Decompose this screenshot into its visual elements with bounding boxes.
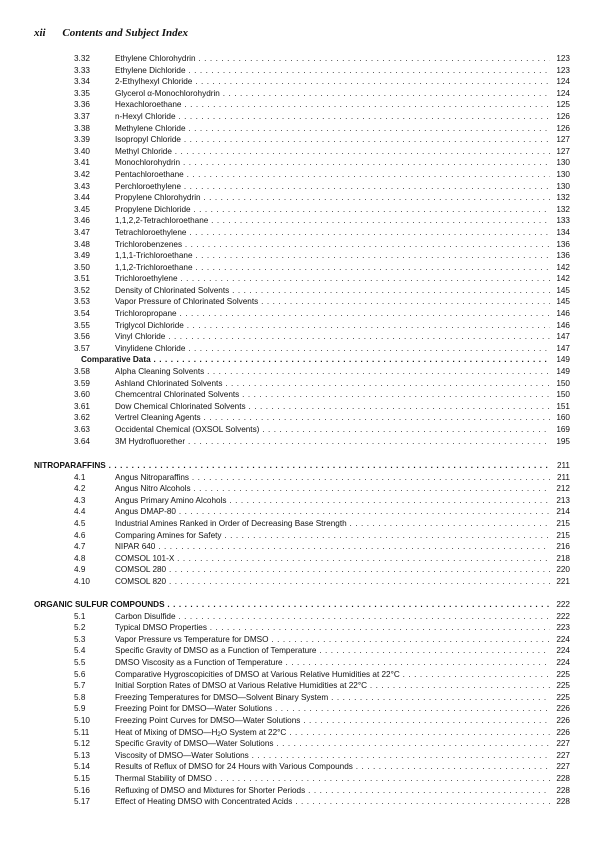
entry-title: Tetrachloroethylene . . . <box>115 227 550 239</box>
entry-number: 3.56 <box>74 332 90 342</box>
entry-number: 4.7 <box>74 542 86 552</box>
entry-number: 4.4 <box>74 507 86 517</box>
entry-number: 3.62 <box>74 413 90 423</box>
toc-entry <box>0 530 602 542</box>
entry-number: 5.4 <box>74 646 86 656</box>
toc-entry <box>0 785 602 797</box>
entry-number: 3.42 <box>74 169 90 179</box>
entry-number: 5.9 <box>74 704 86 714</box>
entry-number: 5.10 <box>74 715 90 725</box>
entry-number: 3.39 <box>74 135 90 145</box>
entry-title: Initial Sorption Rates of DMSO at Various Relative Humidities at 22°C . . . <box>115 680 550 692</box>
entry-number: 3.48 <box>74 239 90 249</box>
entry-title: 1,1,2-Trichloroethane . . . <box>115 262 550 274</box>
entry-number: 3.54 <box>74 309 90 319</box>
entry-number: 3.58 <box>74 367 90 377</box>
toc-entry <box>0 564 602 576</box>
toc-entry <box>0 111 602 123</box>
page-ref: 142 <box>556 262 570 272</box>
toc-entry <box>0 320 602 332</box>
toc-entry <box>0 738 602 750</box>
entry-title: Comparative Data . . . <box>81 354 550 366</box>
toc-entry <box>0 692 602 704</box>
toc-entry <box>0 239 602 251</box>
page-ref: 225 <box>556 692 570 702</box>
toc-entry <box>0 99 602 111</box>
page-ref: 124 <box>556 88 570 98</box>
entry-title: Comparative Hygroscopicities of DMSO at Various Relative Humidities at 22°C . . . <box>115 669 550 681</box>
toc-entry <box>0 703 602 715</box>
page-ref: 123 <box>556 65 570 75</box>
entry-title: Dow Chemical Chlorinated Solvents . . . <box>115 401 550 413</box>
entry-title: Results of Reflux of DMSO for 24 Hours with Various Compounds . . . <box>115 761 550 773</box>
entry-number: 4.6 <box>74 530 86 540</box>
entry-number: 3.47 <box>74 227 90 237</box>
toc-entry <box>0 796 602 808</box>
page-ref: 127 <box>556 146 570 156</box>
page-ref: 134 <box>556 227 570 237</box>
entry-title: DMSO Viscosity as a Function of Temperature . . . <box>115 657 550 669</box>
entry-title: Chemcentral Chlorinated Solvents . . . <box>115 389 550 401</box>
entry-title: Angus Primary Amino Alcohols . . . <box>115 495 550 507</box>
entry-title: Comparing Amines for Safety . . . <box>115 530 550 542</box>
entry-number: 3.38 <box>74 123 90 133</box>
entry-number: 5.7 <box>74 681 86 691</box>
entry-number: 5.12 <box>74 739 90 749</box>
entry-title: Alpha Cleaning Solvents . . . <box>115 366 550 378</box>
entry-number: 5.6 <box>74 669 86 679</box>
toc-entry <box>0 611 602 623</box>
entry-number: 3.32 <box>74 54 90 63</box>
toc-entry <box>0 250 602 262</box>
page-ref: 145 <box>556 297 570 307</box>
entry-title: 1,1,1-Trichloroethane . . . <box>115 250 550 262</box>
entry-number: 3.46 <box>74 216 90 226</box>
toc-entry <box>0 401 602 413</box>
entry-number: 3.40 <box>74 146 90 156</box>
page-ref: 130 <box>556 169 570 179</box>
entry-title: Perchloroethylene . . . <box>115 181 550 193</box>
page-ref: 146 <box>556 320 570 330</box>
entry-number: 3.61 <box>74 401 90 411</box>
entry-title: 2-Ethylhexyl Chloride . . . <box>115 76 550 88</box>
toc-entry <box>0 65 602 77</box>
page-ref: 225 <box>556 669 570 679</box>
page-ref: 146 <box>556 309 570 319</box>
entry-title: Specific Gravity of DMSO—Water Solutions . . . <box>115 738 550 750</box>
toc-entry <box>0 88 602 100</box>
page-ref: 220 <box>556 565 570 575</box>
entry-title: Trichlorobenzenes . . . <box>115 239 550 251</box>
entry-title: Ethylene Chlorohydrin . . . <box>115 53 550 65</box>
entry-number: 4.10 <box>74 576 90 586</box>
entry-number: 3.33 <box>74 65 90 75</box>
entry-title: Vapor Pressure vs Temperature for DMSO . . . <box>115 634 550 646</box>
entry-title-subscript: 2 <box>217 731 221 738</box>
toc-entry <box>0 285 602 297</box>
toc-entry <box>0 657 602 669</box>
toc-block-nitroparaffins <box>0 460 602 588</box>
toc-entry <box>0 343 602 355</box>
entry-number: 5.14 <box>74 762 90 772</box>
running-title: Contents and Subject Index <box>62 27 188 39</box>
entry-title: Isopropyl Chloride . . . <box>115 134 550 146</box>
entry-title: Angus Nitro Alcohols . . . <box>115 483 550 495</box>
entry-number: 3.59 <box>74 378 90 388</box>
entry-number: 3.50 <box>74 262 90 272</box>
page-ref: 147 <box>556 332 570 342</box>
page-ref: 149 <box>556 355 570 365</box>
subsection-heading-row <box>0 354 602 366</box>
entry-title: Industrial Amines Ranked in Order of Decreasing Base Strength . . . <box>115 518 550 530</box>
entry-title: Density of Chlorinated Solvents . . . <box>115 285 550 297</box>
toc-entry <box>0 472 602 484</box>
entry-title: Vertrel Cleaning Agents . . . <box>115 412 550 424</box>
toc-entry <box>0 553 602 565</box>
toc-entry <box>0 157 602 169</box>
entry-number: 5.15 <box>74 773 90 783</box>
toc-entry <box>0 204 602 216</box>
page-ref: 224 <box>556 646 570 656</box>
toc-entry <box>0 727 602 739</box>
entry-number: 4.1 <box>74 472 86 482</box>
page-ref: 218 <box>556 553 570 563</box>
page-ref: 142 <box>556 274 570 284</box>
toc-entry <box>0 215 602 227</box>
entry-title: Hexachloroethane . . . <box>115 99 550 111</box>
toc-entry <box>0 412 602 424</box>
entry-title: Refluxing of DMSO and Mixtures for Shorter Periods . . . <box>115 785 550 797</box>
page-ref: 132 <box>556 204 570 214</box>
running-head <box>34 27 188 39</box>
entry-title: COMSOL 101-X . . . <box>115 553 550 565</box>
toc-entry <box>0 227 602 239</box>
page-ref: 226 <box>556 704 570 714</box>
entry-title: Effect of Heating DMSO with Concentrated Acids . . . <box>115 796 550 808</box>
section-heading-row <box>0 460 602 472</box>
page-ref: 136 <box>556 251 570 261</box>
entry-title-part: O System at 22°C <box>220 727 287 737</box>
entry-number: 3.44 <box>74 193 90 203</box>
toc-entry <box>0 308 602 320</box>
toc-entry <box>0 715 602 727</box>
entry-title: 1,1,2,2-Tetrachloroethane . . . <box>115 215 550 227</box>
page-ref: 211 <box>556 461 570 470</box>
entry-title: Carbon Disulfide . . . <box>115 611 550 623</box>
entry-title: Angus DMAP-80 . . . <box>115 506 550 518</box>
entry-number: 5.3 <box>74 634 86 644</box>
toc-entry <box>0 750 602 762</box>
page-ref: 211 <box>556 472 570 482</box>
entry-number: 3.49 <box>74 251 90 261</box>
entry-title: Vapor Pressure of Chlorinated Solvents . . . <box>115 296 550 308</box>
page-ref: 160 <box>556 413 570 423</box>
toc-entry <box>0 622 602 634</box>
toc-entry <box>0 576 602 588</box>
entry-number: 3.60 <box>74 390 90 400</box>
page-ref: 130 <box>556 181 570 191</box>
entry-title: Freezing Point Curves for DMSO—Water Solutions . . . <box>115 715 550 727</box>
page-ref: 130 <box>556 158 570 168</box>
entry-number: 5.8 <box>74 692 86 702</box>
entry-number: 4.3 <box>74 495 86 505</box>
toc-entry <box>0 123 602 135</box>
entry-title: Propylene Chlorohydrin . . . <box>115 192 550 204</box>
toc-entry <box>0 669 602 681</box>
page-ref: 216 <box>556 542 570 552</box>
entry-title: Triglycol Dichloride . . . <box>115 320 550 332</box>
entry-number: 3.55 <box>74 320 90 330</box>
page-ref: 126 <box>556 111 570 121</box>
toc-entry <box>0 181 602 193</box>
toc-entry <box>0 506 602 518</box>
entry-number: 5.11 <box>74 727 90 737</box>
page-ref: 169 <box>556 425 570 434</box>
entry-title: Trichloropropane . . . <box>115 308 550 320</box>
toc-entry <box>0 296 602 308</box>
page-ref: 227 <box>556 762 570 772</box>
toc-entry <box>0 541 602 553</box>
entry-number: 3.35 <box>74 88 90 98</box>
entry-title: 3M Hydrofluorether . . . <box>115 436 550 448</box>
entry-title: Vinylidene Chloride . . . <box>115 343 550 355</box>
entry-title: Ashland Chlorinated Solvents . . . <box>115 378 550 390</box>
toc-entry <box>0 134 602 146</box>
section-heading-row <box>0 599 602 611</box>
toc-entry <box>0 192 602 204</box>
page-ref: 223 <box>556 623 570 633</box>
entry-title: NIPAR 640 . . . <box>115 541 550 553</box>
entry-title: Glycerol α-Monochlorohydrin . . . <box>115 88 550 100</box>
entry-number: 3.57 <box>74 343 90 353</box>
toc-entry <box>0 761 602 773</box>
page-ref: 126 <box>556 123 570 133</box>
entry-title: ORGANIC SULFUR COMPOUNDS . . . <box>34 599 550 611</box>
entry-title: Pentachloroethane . . . <box>115 169 550 181</box>
entry-number: 3.52 <box>74 285 90 295</box>
toc-entry <box>0 53 602 65</box>
toc-entry <box>0 645 602 657</box>
entry-number: 4.2 <box>74 484 86 494</box>
page-ref: 133 <box>556 216 570 226</box>
page-ref: 226 <box>556 727 570 737</box>
entry-number: 3.63 <box>74 425 90 434</box>
entry-title: Freezing Point for DMSO—Water Solutions . . . <box>115 703 550 715</box>
entry-title: Specific Gravity of DMSO as a Function of Temperature . . . <box>115 645 550 657</box>
page-ref: 212 <box>556 484 570 494</box>
page-ref: 222 <box>556 611 570 621</box>
page-ref: 228 <box>556 773 570 783</box>
entry-title: Ethylene Dichloride . . . <box>115 65 550 77</box>
toc-entry <box>0 483 602 495</box>
entry-number: 3.45 <box>74 204 90 214</box>
entry-title: Viscosity of DMSO—Water Solutions . . . <box>115 750 550 762</box>
entry-title-part: Heat of Mixing of DMSO—H <box>115 727 218 737</box>
entry-title: Trichloroethylene . . . <box>115 273 550 285</box>
entry-title: COMSOL 280 . . . <box>115 564 550 576</box>
page-ref: 227 <box>556 750 570 760</box>
entry-number: 3.53 <box>74 297 90 307</box>
page-ref: 136 <box>556 239 570 249</box>
entry-number: 5.16 <box>74 785 90 795</box>
entry-number: 4.9 <box>74 565 86 575</box>
entry-title: n-Hexyl Chloride . . . <box>115 111 550 123</box>
entry-number: 3.34 <box>74 77 90 87</box>
page-ref: 123 <box>556 54 570 63</box>
page-ref: 150 <box>556 378 570 388</box>
entry-number: 4.8 <box>74 553 86 563</box>
toc-entry <box>0 76 602 88</box>
toc-entry <box>0 680 602 692</box>
entry-number: 5.2 <box>74 623 86 633</box>
entry-title: Typical DMSO Properties . . . <box>115 622 550 634</box>
entry-title: COMSOL 820 . . . <box>115 576 550 588</box>
toc-entry <box>0 436 602 448</box>
page-number: xii <box>34 27 46 39</box>
page-ref: 127 <box>556 135 570 145</box>
page-ref: 124 <box>556 77 570 87</box>
entry-number: 4.5 <box>74 518 86 528</box>
entry-number: 5.5 <box>74 657 86 667</box>
entry-title: Thermal Stability of DMSO . . . <box>115 773 550 785</box>
entry-title: Monochlorohydrin . . . <box>115 157 550 169</box>
page-ref: 132 <box>556 193 570 203</box>
entry-number: 3.43 <box>74 181 90 191</box>
page-ref: 221 <box>556 576 570 586</box>
page-ref: 228 <box>556 785 570 795</box>
entry-number: 5.17 <box>74 797 90 807</box>
entry-title: NITROPARAFFINS . . . <box>34 460 550 472</box>
page-ref: 147 <box>556 343 570 353</box>
entry-number: 3.41 <box>74 158 90 168</box>
entry-title: Propylene Dichloride . . . <box>115 204 550 216</box>
page-ref: 125 <box>556 100 570 110</box>
toc-entry <box>0 773 602 785</box>
page-ref: 145 <box>556 285 570 295</box>
page-ref: 215 <box>556 530 570 540</box>
toc-entry <box>0 378 602 390</box>
entry-title: Freezing Temperatures for DMSO—Solvent Binary System . . . <box>115 692 550 704</box>
entry-title: Methyl Chloride . . . <box>115 146 550 158</box>
toc-entry <box>0 518 602 530</box>
page-ref: 195 <box>556 436 570 446</box>
page-ref: 227 <box>556 739 570 749</box>
toc-entry <box>0 495 602 507</box>
toc-entry <box>0 389 602 401</box>
entry-title: Angus Nitroparaffins . . . <box>115 472 550 484</box>
toc-entry <box>0 262 602 274</box>
page-ref: 215 <box>556 518 570 528</box>
entry-number: 5.13 <box>74 750 90 760</box>
toc-entry <box>0 169 602 181</box>
entry-number: 3.37 <box>74 111 90 121</box>
toc-block-chlorinated <box>0 53 602 447</box>
page-ref: 213 <box>556 495 570 505</box>
page-ref: 224 <box>556 657 570 667</box>
page-ref: 225 <box>556 681 570 691</box>
toc-entry <box>0 273 602 285</box>
page-ref: 224 <box>556 634 570 644</box>
entry-number: 5.1 <box>74 611 86 621</box>
entry-title: Occidental Chemical (OXSOL Solvents) . . . <box>115 424 550 436</box>
toc-block-organic-sulfur <box>0 599 602 808</box>
page-ref: 222 <box>556 600 570 609</box>
page-ref: 151 <box>556 401 570 411</box>
page-ref: 214 <box>556 507 570 517</box>
toc-entry <box>0 146 602 158</box>
toc-entry <box>0 424 602 436</box>
page-ref: 149 <box>556 367 570 377</box>
entry-number: 3.64 <box>74 436 90 446</box>
toc-entry <box>0 331 602 343</box>
toc-entry <box>0 634 602 646</box>
page-ref: 150 <box>556 390 570 400</box>
entry-title: Vinyl Chloride . . . <box>115 331 550 343</box>
entry-title: Methylene Chloride . . . <box>115 123 550 135</box>
page-ref: 226 <box>556 715 570 725</box>
toc-entry <box>0 366 602 378</box>
entry-number: 3.51 <box>74 274 90 284</box>
page-ref: 228 <box>556 797 570 807</box>
entry-number: 3.36 <box>74 100 90 110</box>
